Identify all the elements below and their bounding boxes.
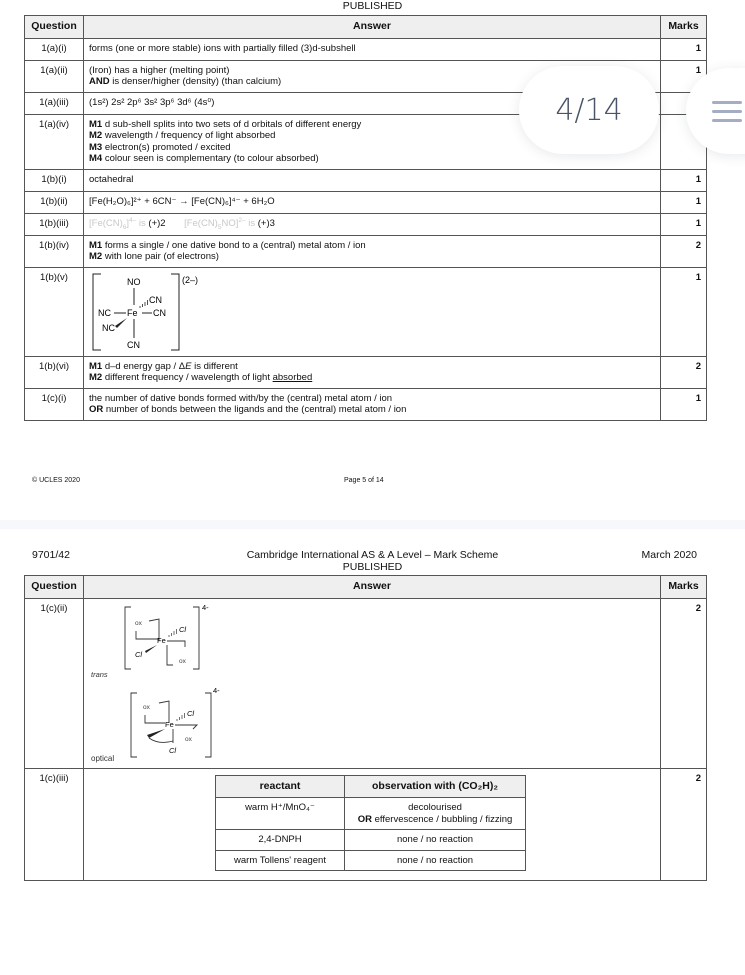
optical-isomer-diagram	[91, 686, 220, 763]
answer-text	[84, 388, 661, 420]
right-bracket	[171, 274, 179, 350]
isomer-label-optical: optical	[91, 753, 115, 763]
observation-cell: none / no reaction	[345, 830, 526, 851]
keyword: M2	[89, 251, 103, 262]
answer-text	[84, 235, 661, 267]
answer-text: (1s²) 2s² 2p⁶ 3s² 3p⁶ 3d⁶ (4s⁰)	[84, 92, 661, 114]
isomer-diagrams	[89, 601, 249, 765]
keyword: M1	[89, 239, 103, 251]
ligand-top: NO	[127, 276, 141, 287]
document-title: Cambridge International AS & A Level – Mark Scheme	[246, 549, 499, 561]
observation-header-row	[216, 775, 526, 798]
question-id: 1(c)(ii)	[25, 598, 84, 768]
faint-formula: $[Fe(CN)_6]^{4-}$ is	[89, 216, 146, 231]
metal-center: Fe	[157, 635, 166, 645]
table-header-row	[25, 576, 707, 599]
answer-line: the number of dative bonds formed with/by the (central) metal atom / ion	[89, 392, 393, 404]
reactant-cell: warm H⁺/MnO₄⁻	[216, 798, 345, 830]
column-header-marks: Marks	[661, 16, 707, 39]
table-row	[25, 768, 707, 880]
marks-value: 1	[661, 213, 707, 235]
faint-formula: $[Fe(CN)_5NO]^{2-}$ is	[184, 216, 256, 231]
syllabus-code: 9701/42	[32, 549, 70, 561]
answer-line: M1 d–d energy gap / ΔE is different	[89, 360, 238, 372]
question-id: 1(b)(ii)	[25, 191, 84, 213]
exam-date: March 2020	[641, 549, 697, 561]
keyword: M4	[89, 153, 103, 164]
column-header-question: Question	[25, 16, 84, 39]
question-id: 1(a)(ii)	[25, 60, 84, 92]
column-header-reactant: reactant	[216, 775, 345, 798]
observation-cell: none / no reaction	[345, 850, 526, 871]
observation-row	[216, 850, 526, 871]
observation-line: OR effervescence / bubbling / fizzing	[357, 813, 513, 825]
column-header-question: Question	[25, 576, 84, 599]
document-page-6	[0, 529, 745, 975]
fe-cn5-no-complex-diagram	[89, 270, 239, 354]
answer-text: $[Fe(CN)_6]^{4-}$ is (+)2 $[Fe(CN)_5NO]^{2-}$ is (+)3	[84, 213, 661, 235]
question-id: 1(a)(iv)	[25, 114, 84, 169]
question-id: 1(c)(iii)	[25, 768, 84, 880]
marks-value: 1	[661, 191, 707, 213]
marks-value: 1	[661, 388, 707, 420]
footer-copyright: © UCLES 2020	[32, 477, 80, 484]
header-published: PUBLISHED	[342, 0, 403, 12]
mark-scheme-table	[24, 575, 707, 881]
reactant-cell: warm Tollens' reagent	[216, 850, 345, 871]
table-row	[25, 213, 707, 235]
ligand-front: NC	[102, 322, 115, 333]
observation-row	[216, 830, 526, 851]
observation-row	[216, 798, 526, 830]
marks-value: 1	[661, 267, 707, 356]
answer-text	[84, 356, 661, 388]
ligand-back: CN	[149, 294, 162, 305]
question-id: 1(c)(i)	[25, 388, 84, 420]
marks-value: 2	[661, 356, 707, 388]
table-header-row	[25, 16, 707, 39]
metal-center: Fe	[165, 719, 174, 729]
keyword: M2	[89, 130, 103, 141]
page-separator	[0, 520, 745, 529]
ligand-label: ox	[135, 619, 142, 627]
answer-text: octahedral	[84, 169, 661, 191]
answer-line: M3 electron(s) promoted / excited	[89, 141, 231, 153]
ligand-right: CN	[153, 307, 166, 318]
question-id: 1(a)(iii)	[25, 92, 84, 114]
table-row	[25, 191, 707, 213]
charge-label: 4-	[202, 602, 209, 612]
ligand-bottom: CN	[127, 339, 140, 350]
keyword: OR	[89, 404, 104, 415]
table-row	[25, 356, 707, 388]
table-row	[25, 598, 707, 768]
answer-text: forms (one or more stable) ions with partially filled (3)d-subshell	[84, 38, 661, 60]
question-id: 1(b)(vi)	[25, 356, 84, 388]
keyword-and: AND	[89, 76, 110, 87]
column-header-answer: Answer	[84, 576, 661, 599]
question-id: 1(b)(iv)	[25, 235, 84, 267]
question-id: 1(b)(i)	[25, 169, 84, 191]
marks-value: 1	[661, 60, 707, 92]
observation-line: decolourised	[408, 802, 462, 813]
ligand-label: Cl	[169, 745, 177, 755]
question-id: 1(b)(iii)	[25, 213, 84, 235]
question-id: 1(b)(v)	[25, 267, 84, 356]
answer-line: M2 with lone pair (of electrons)	[89, 251, 219, 262]
footer-page-number: Page 5 of 14	[344, 477, 384, 484]
keyword: M1	[89, 118, 103, 130]
table-row	[25, 388, 707, 420]
answer-line-rest: is denser/higher (density) (than calcium)	[112, 76, 282, 87]
ligand-left: NC	[98, 307, 111, 318]
marks-value: 2	[661, 235, 707, 267]
marks-value: 1	[661, 169, 707, 191]
keyword: M3	[89, 141, 103, 153]
question-id: 1(a)(i)	[25, 38, 84, 60]
marks-value: 2	[661, 598, 707, 768]
table-row	[25, 38, 707, 60]
answer-isomers	[84, 598, 661, 768]
column-header-marks: Marks	[661, 576, 707, 599]
charge-label: 4-	[213, 685, 220, 695]
metal-center: Fe	[127, 307, 138, 318]
answer-line: M1 d sub-shell splits into two sets of d orbitals of different energy	[89, 118, 362, 130]
ligand-label: ox	[185, 735, 192, 743]
ligand-label: Cl	[135, 649, 143, 659]
ligand-label: Cl	[179, 624, 187, 634]
answer-table-cell	[84, 768, 661, 880]
marks-value: 2	[661, 768, 707, 880]
trans-isomer-diagram	[91, 603, 209, 679]
charge-label: (2–)	[182, 274, 199, 285]
observation-cell	[345, 798, 526, 830]
ligand-label: Cl	[187, 708, 195, 718]
answer-line: M2 wavelength / frequency of light absorbed	[89, 130, 276, 141]
keyword: OR	[357, 813, 372, 825]
page-indicator[interactable]: 4/14	[519, 66, 659, 154]
answer-line: OR number of bonds between the ligands and the (central) metal atom / ion	[89, 404, 407, 415]
marks-value: 1	[661, 38, 707, 60]
ligand-label: ox	[143, 703, 150, 711]
observation-table	[215, 775, 526, 872]
solid-wedge-bond	[115, 318, 127, 328]
ligand-label: ox	[179, 657, 186, 665]
isomer-label-trans: trans	[91, 669, 108, 679]
answer-line: M4 colour seen is complementary (to colour absorbed)	[89, 153, 319, 164]
column-header-answer: Answer	[84, 16, 661, 39]
table-row	[25, 169, 707, 191]
column-header-observation: observation with (CO₂H)₂	[345, 775, 526, 798]
table-row	[25, 267, 707, 356]
reactant-cell: 2,4-DNPH	[216, 830, 345, 851]
answer-structure	[84, 267, 661, 356]
hashed-wedge-bond	[140, 300, 148, 308]
answer-line: (Iron) has a higher (melting point)	[89, 64, 230, 76]
answer-text: [Fe(H₂O)₆]²⁺ + 6CN⁻ → [Fe(CN)₆]⁴⁻ + 6H₂O	[84, 191, 661, 213]
table-row	[25, 235, 707, 267]
header-published: PUBLISHED	[342, 561, 403, 573]
answer-line: M2 different frequency / wavelength of light absorbed	[89, 372, 313, 383]
answer-line: M1 forms a single / one dative bond to a (central) metal atom / ion	[89, 239, 366, 251]
